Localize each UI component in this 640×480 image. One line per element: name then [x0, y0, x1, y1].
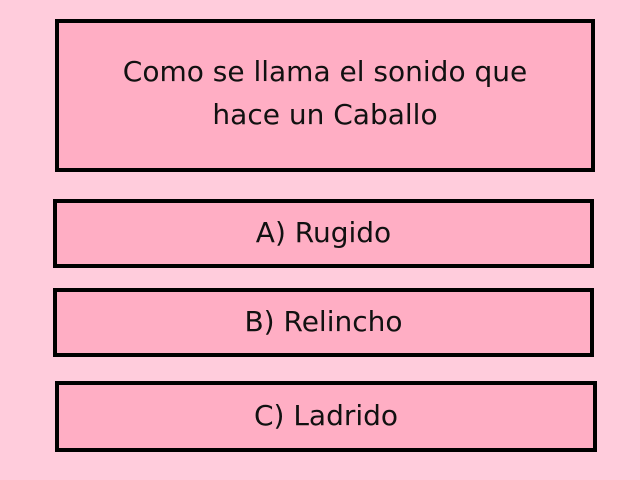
answer-label-b: B) Relincho [244, 305, 403, 338]
answer-button-b[interactable] [53, 288, 594, 357]
answer-label-c: C) Ladrido [253, 399, 399, 432]
answer-label-a: A) Rugido [255, 216, 392, 249]
question-box [55, 19, 595, 172]
answer-button-a[interactable] [53, 199, 594, 268]
answer-button-c[interactable] [55, 381, 597, 452]
question-text: Como se llama el sonido que hace un Caballo [122, 54, 528, 131]
